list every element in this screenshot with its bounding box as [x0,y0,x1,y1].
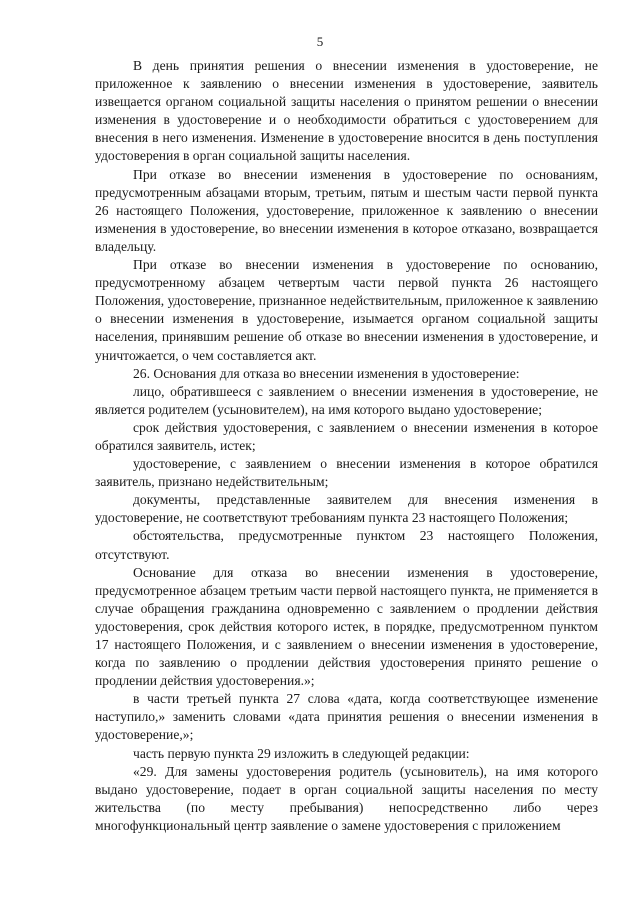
paragraph: При отказе во внесении изменения в удостоверение по основанию, предусмотренному абзацем четвертым части первой пункта 26 настоящего Положения, удостоверение, признанное недействительным, приложенное к заявлению о внесении изменения в удостоверение, изымается органом социальной защиты населения, принявшим решение об отказе во внесении изменения в удостоверение, и уничтожается, о чем составляется акт. [95,257,598,363]
paragraph: Основание для отказа во внесении изменения в удостоверение, предусмотренное абзацем третьим части первой настоящего пункта, не применяется в случае обращения гражданина одновременно с заявлением о продлении действия удостоверения, срок действия которого истек, в порядке, предусмотренном пунктом 17 настоящего Положения, и с заявлением о внесении изменения в удостоверение, когда по заявлению о продлении действия удостоверения принято решение о продлении действия удостоверения.»; [95,564,598,689]
paragraph: В день принятия решения о внесении изменения в удостоверение, не приложенное к заявлению о внесении изменения в удостоверение, заявитель извещается органом социальной защиты населения о принятом решении о внесении изменения в удостоверение и о необходимости обратиться с удостоверением для внесения в него изменения. Изменение в удостоверение вносится в день поступления удостоверения в орган социальной защиты населения. [95,58,598,164]
paragraph: «29. Для замены удостоверения родитель (усыновитель), на имя которого выдано удостоверение, подает в орган социальной защиты населения по месту жительства (по месту пребывания) непосредственно либо через многофункциональный центр заявление о замене удостоверения с приложением [95,763,598,833]
paragraph: документы, представленные заявителем для внесения изменения в удостоверение, не соответствуют требованиям пункта 23 настоящего Положения; [95,492,598,526]
page-number: 5 [316,34,324,49]
paragraph: в части третьей пункта 27 слова «дата, когда соответствующее изменение наступило,» заменить словами «дата принятия решения о внесении изменения в удостоверение,»; [95,691,598,743]
paragraph: удостоверение, с заявлением о внесении изменения в которое обратился заявитель, признано недействительным; [95,456,598,490]
paragraph: лицо, обратившееся с заявлением о внесении изменения в удостоверение, не является родителем (усыновителем), на имя которого выдано удостоверение; [95,383,598,417]
paragraph: срок действия удостоверения, с заявлением о внесении изменения в которое обратился заявитель, истек; [95,419,598,453]
paragraph: часть первую пункта 29 изложить в следующей редакции: [133,745,470,761]
paragraph: При отказе во внесении изменения в удостоверение по основаниям, предусмотренным абзацами вторым, третьим, пятым и шестым части первой пункта 26 настоящего Положения, удостоверение, приложенное к заявлению о внесении изменения в удостоверение, во внесении изменения в которое отказано, возвращается владельцу. [95,166,598,254]
document-body [95,57,598,835]
paragraph: обстоятельства, предусмотренные пунктом 23 настоящего Положения, отсутствуют. [95,528,598,562]
paragraph: 26. Основания для отказа во внесении изменения в удостоверение: [133,365,520,381]
